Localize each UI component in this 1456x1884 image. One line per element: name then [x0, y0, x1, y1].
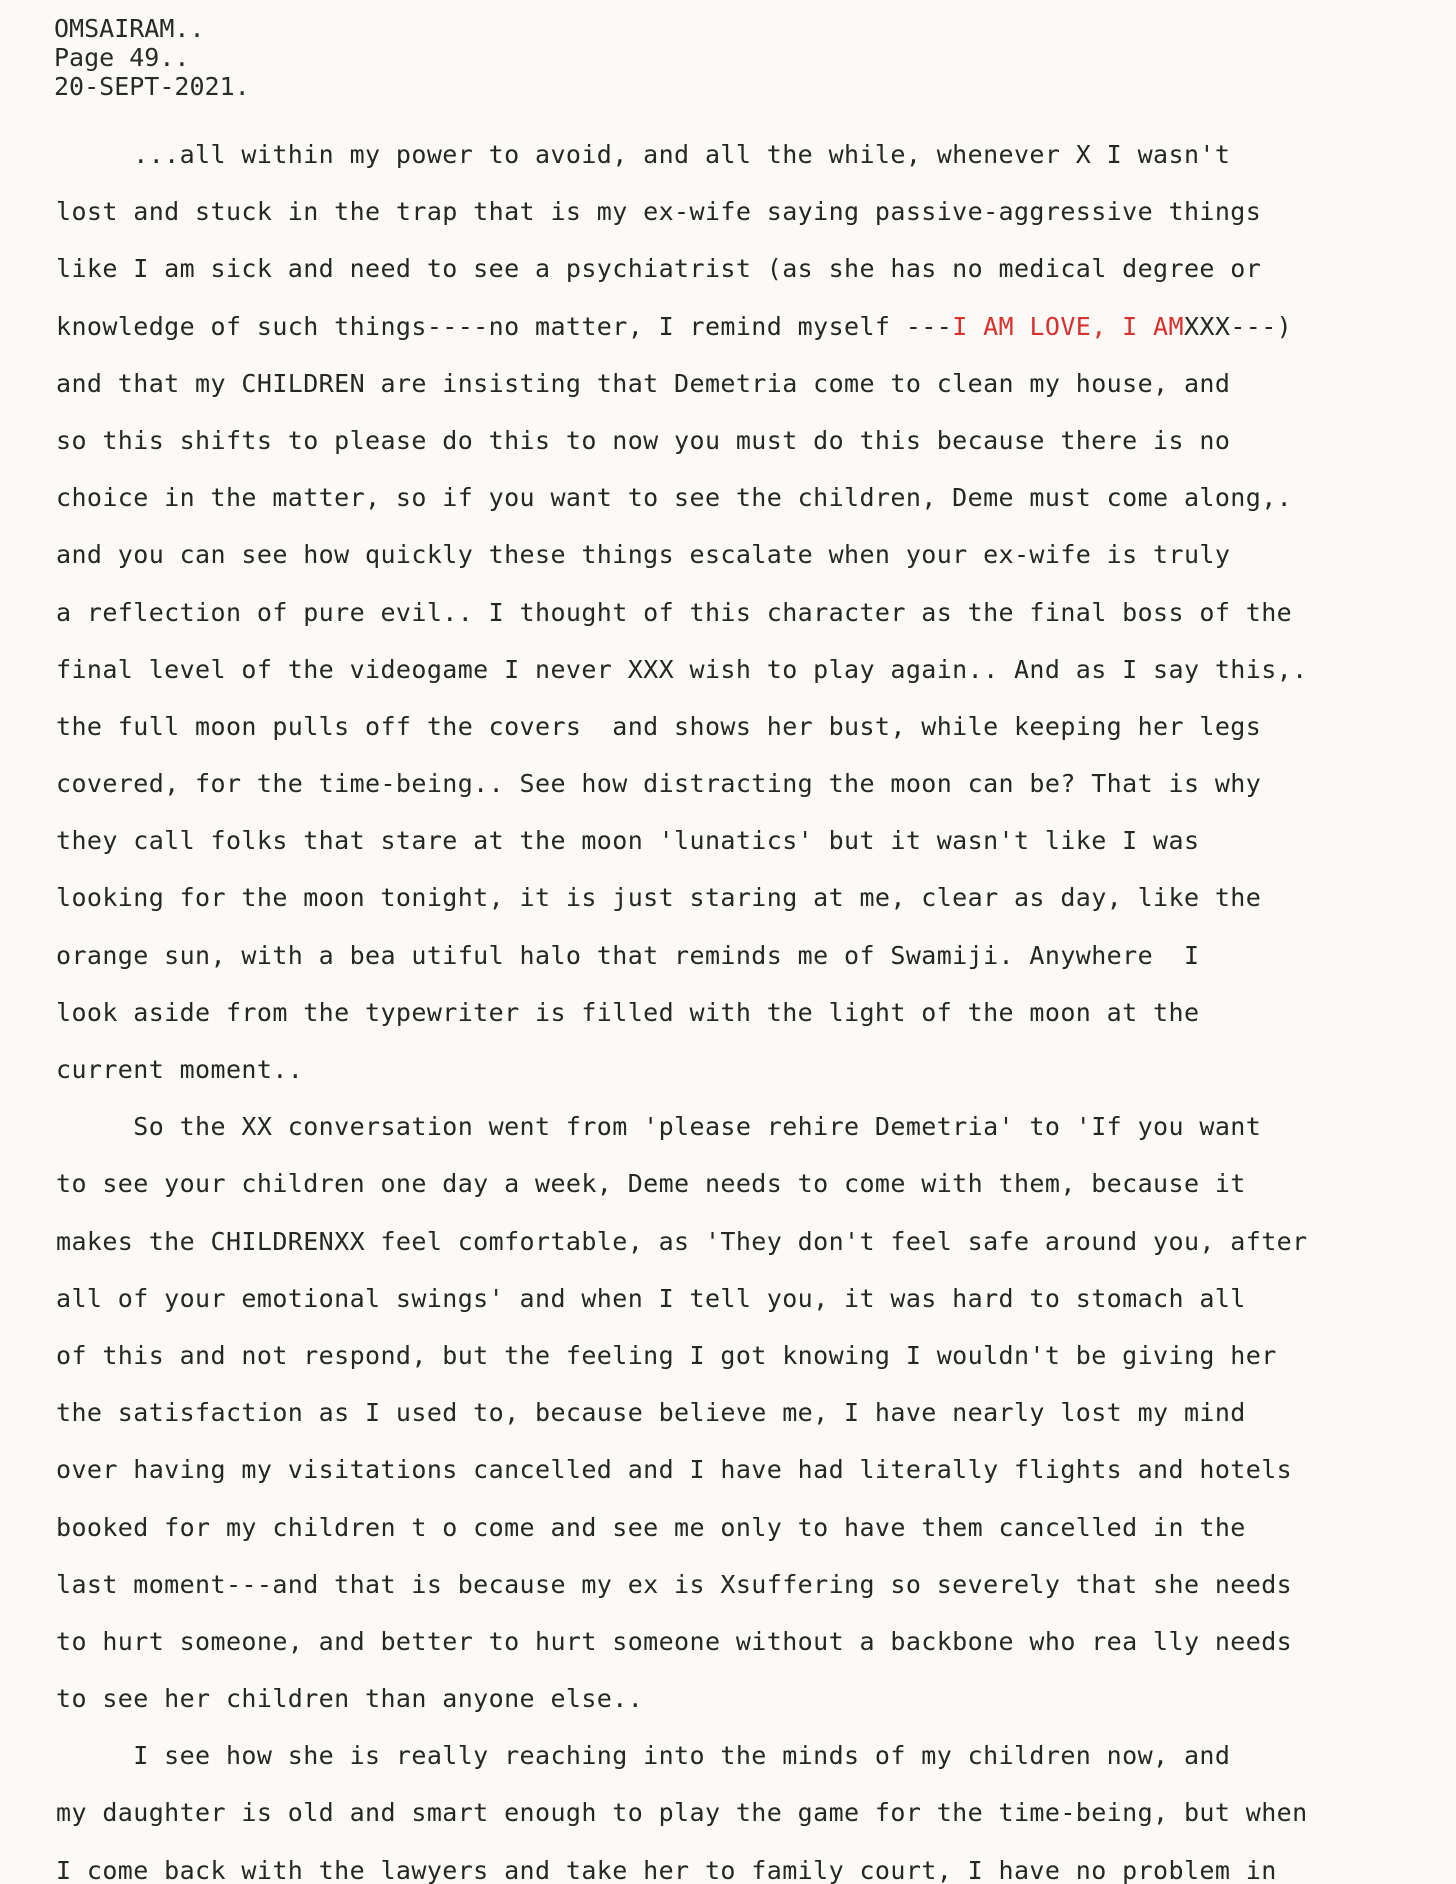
- line-text: my daughter is old and smart enough to play the game for the time-being, but when: [56, 1798, 1308, 1828]
- line-text: of this and not respond, but the feeling I got knowing I wouldn't be giving her: [56, 1340, 1277, 1370]
- line-text: over having my visitations cancelled and I have had literally flights and hotels: [56, 1455, 1293, 1485]
- line-text: all of your emotional swings' and when I tell you, it was hard to stomach all: [56, 1283, 1246, 1313]
- text-line: [56, 1327, 1436, 1384]
- text-line: [56, 240, 1436, 297]
- line-text: the full moon pulls off the covers and shows her bust, while keeping her legs: [56, 711, 1262, 741]
- line-text: last moment---and that is because my ex is Xsuffering so severely that she needs: [56, 1569, 1293, 1599]
- page-body: [56, 126, 1436, 1884]
- line-text: booked for my children t o come and see me only to have them cancelled in the: [56, 1512, 1246, 1542]
- page-header: [54, 14, 250, 101]
- text-line: [56, 469, 1436, 526]
- text-line: [56, 812, 1436, 869]
- line-text: look aside from the typewriter is filled with the light of the moon at the: [56, 997, 1200, 1027]
- text-line: [56, 584, 1436, 641]
- line-text: choice in the matter, so if you want to see the children, Deme must come along,.: [56, 483, 1293, 513]
- header-date: 20-SEPT-2021.: [54, 72, 250, 101]
- text-line: [56, 869, 1436, 926]
- line-text: like I am sick and need to see a psychiatrist (as she has no medical degree or: [56, 254, 1262, 284]
- line-text: and that my CHILDREN are insisting that Demetria come to clean my house, and: [56, 368, 1231, 398]
- line-text: covered, for the time-being.. See how distracting the moon can be? That is why: [56, 769, 1262, 799]
- text-line: [56, 1270, 1436, 1327]
- text-line: [56, 698, 1436, 755]
- text-line: [56, 1556, 1436, 1613]
- text-line: [56, 298, 1436, 355]
- line-text: orange sun, with a bea utiful halo that reminds me of Swamiji. Anywhere I: [56, 940, 1200, 970]
- line-text: lost and stuck in the trap that is my ex-wife saying passive-aggressive things: [56, 197, 1262, 227]
- line-text: to see your children one day a week, Deme needs to come with them, because it: [56, 1169, 1246, 1199]
- text-line: [56, 1098, 1436, 1155]
- text-line: [56, 1499, 1436, 1556]
- text-line: [56, 1384, 1436, 1441]
- line-text: So the XX conversation went from 'please rehire Demetria' to 'If you want: [56, 1112, 1262, 1142]
- text-line: [56, 183, 1436, 240]
- line-text: I come back with the lawyers and take her to family court, I have no problem in: [56, 1855, 1277, 1884]
- text-line: [56, 126, 1436, 183]
- text-line: [56, 1041, 1436, 1098]
- text-line: [56, 927, 1436, 984]
- header-page-number: Page 49..: [54, 43, 190, 72]
- text-line: [56, 526, 1436, 583]
- text-line: [56, 1784, 1436, 1841]
- text-line: [56, 1155, 1436, 1212]
- header-title: OMSAIRAM..: [54, 14, 205, 43]
- text-line: [56, 1613, 1436, 1670]
- text-line: [56, 1670, 1436, 1727]
- text-line: [56, 412, 1436, 469]
- line-text: and you can see how quickly these things escalate when your ex-wife is truly: [56, 540, 1231, 570]
- line-text: ...all within my power to avoid, and all the while, whenever X I wasn't: [56, 140, 1231, 169]
- line-text: so this shifts to please do this to now you must do this because there is no: [56, 425, 1231, 455]
- line-text: current moment..: [56, 1055, 304, 1084]
- text-line: [56, 1842, 1436, 1884]
- line-text: to hurt someone, and better to hurt someone without a backbone who rea lly needs: [56, 1626, 1293, 1656]
- line-text: the satisfaction as I used to, because believe me, I have nearly lost my mind: [56, 1398, 1246, 1428]
- text-line: [56, 984, 1436, 1041]
- line-text: a reflection of pure evil.. I thought of this character as the final boss of the: [56, 597, 1293, 627]
- line-text: they call folks that stare at the moon 'lunatics' but it wasn't like I was: [56, 826, 1200, 856]
- line-text: makes the CHILDRENXX feel comfortable, as 'They don't feel safe around you, after: [56, 1226, 1308, 1256]
- text-line: [56, 355, 1436, 412]
- text-line: [56, 1213, 1436, 1270]
- text-line: [56, 1727, 1436, 1784]
- line-text: to see her children than anyone else..: [56, 1684, 644, 1714]
- red-ink-text: I AM LOVE, I AM: [952, 311, 1184, 341]
- text-line: [56, 641, 1436, 698]
- text-line: [56, 755, 1436, 812]
- line-text: I see how she is really reaching into the minds of my children now, and: [56, 1741, 1231, 1771]
- line-text: final level of the videogame I never XXX wish to play again.. And as I say this,.: [56, 654, 1308, 684]
- line-text: knowledge of such things----no matter, I remind myself ---: [56, 311, 953, 341]
- line-text: looking for the moon tonight, it is just staring at me, clear as day, like the: [56, 883, 1262, 913]
- line-text-after: XXX---): [1183, 311, 1293, 341]
- text-line: [56, 1441, 1436, 1498]
